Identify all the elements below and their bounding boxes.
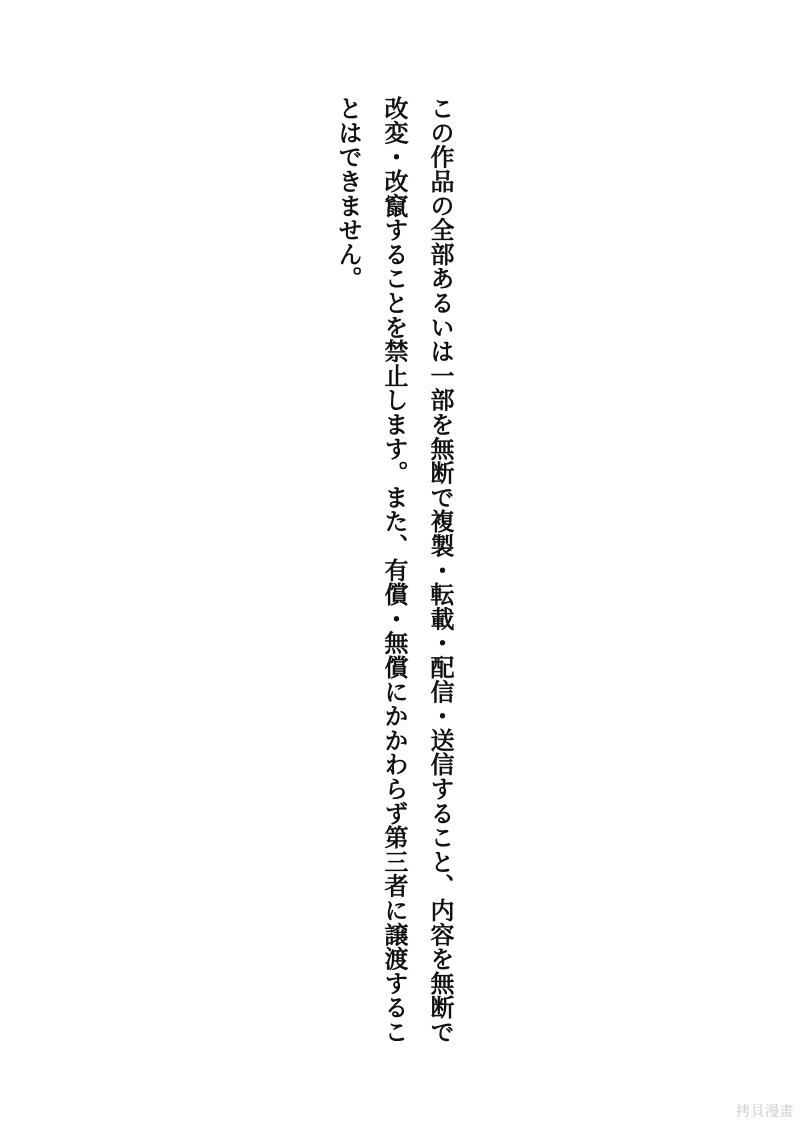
notice-line-3: とはできません。 bbox=[334, 96, 363, 291]
copyright-notice-text bbox=[325, 96, 463, 1056]
notice-line-1: この作品の全部あるいは一部を無断で複製・転載・配信・送信すること、内容を無断で bbox=[426, 96, 455, 1044]
notice-line-2: 改変・改竄することを禁止します。また、有償・無償にかかわらず第三者に譲渡するこ bbox=[380, 96, 409, 1044]
watermark-text: 拷貝漫畫 bbox=[736, 1104, 794, 1120]
